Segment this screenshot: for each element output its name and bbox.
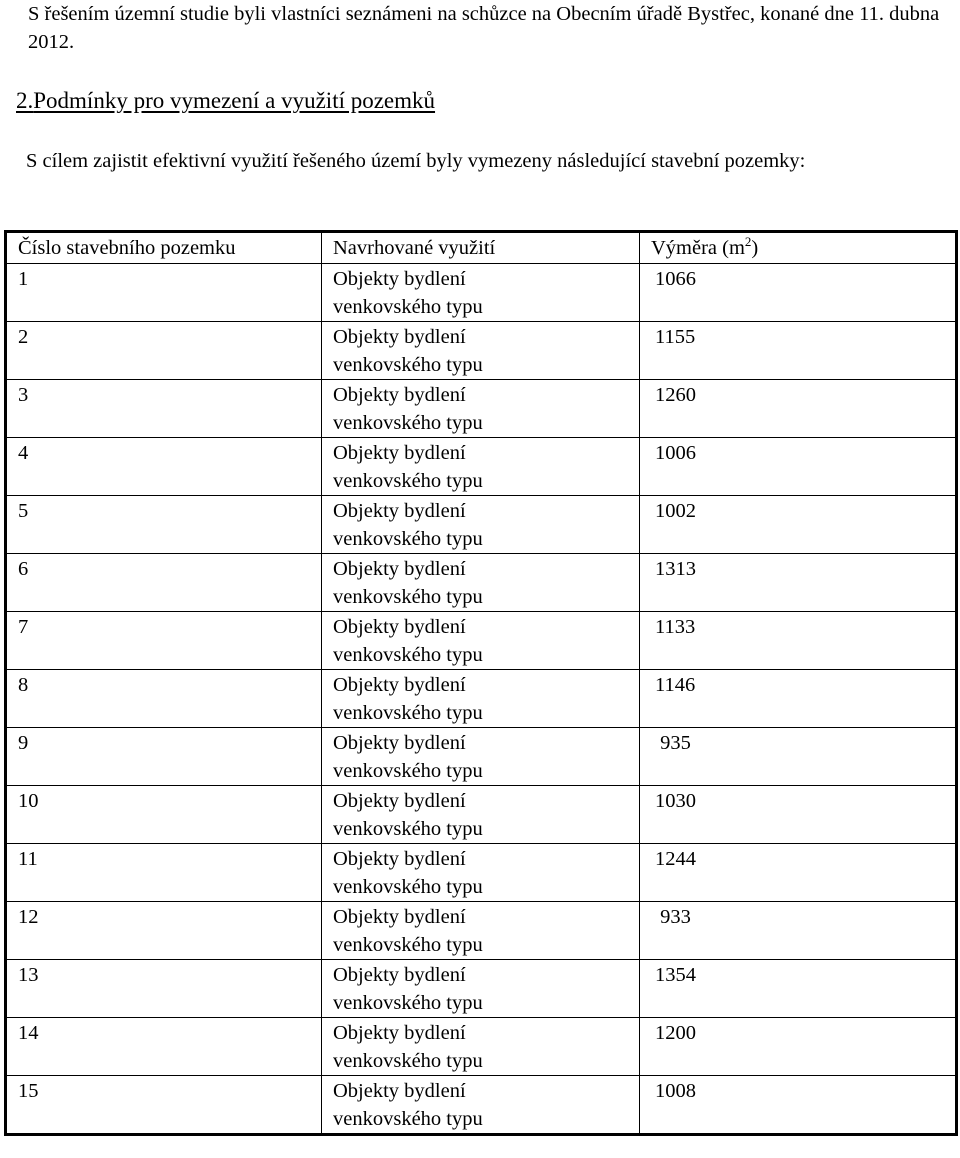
- proposed-use-cell: [322, 612, 640, 670]
- plot-number-cell: 2: [6, 322, 322, 380]
- proposed-use-line2: venkovského typu: [333, 528, 483, 550]
- table-header-row: [6, 232, 957, 264]
- goal-text: S cílem zajistit efektivní využití řešeného území byly vymezeny následující stavební pozemky:: [26, 150, 806, 172]
- plot-number-cell: 14: [6, 1018, 322, 1076]
- table-row: [6, 264, 957, 322]
- area-cell: 1313: [640, 554, 957, 612]
- proposed-use-line2: venkovského typu: [333, 1108, 483, 1130]
- proposed-use-cell: [322, 670, 640, 728]
- section-heading: [16, 86, 435, 116]
- table-row: [6, 902, 957, 960]
- plot-number-cell: 11: [6, 844, 322, 902]
- proposed-use-line1: Objekty bydlení: [333, 384, 466, 406]
- plot-number-cell: 10: [6, 786, 322, 844]
- table-row: [6, 1076, 957, 1135]
- proposed-use-line2: venkovského typu: [333, 296, 483, 318]
- area-cell: 1146: [640, 670, 957, 728]
- table-row: [6, 322, 957, 380]
- proposed-use-cell: [322, 438, 640, 496]
- table-row: [6, 1018, 957, 1076]
- header-proposed-use: Navrhované využití: [322, 232, 640, 264]
- plot-number-cell: 15: [6, 1076, 322, 1135]
- table-row: [6, 496, 957, 554]
- proposed-use-line1: Objekty bydlení: [333, 1022, 466, 1044]
- proposed-use-line2: venkovského typu: [333, 702, 483, 724]
- area-cell: 1200: [640, 1018, 957, 1076]
- table-row: [6, 612, 957, 670]
- proposed-use-line2: venkovského typu: [333, 934, 483, 956]
- area-cell: 1066: [640, 264, 957, 322]
- plot-number-cell: 5: [6, 496, 322, 554]
- area-cell: 1133: [640, 612, 957, 670]
- header-area: [640, 232, 957, 264]
- header-plot-number: Číslo stavebního pozemku: [6, 232, 322, 264]
- proposed-use-line2: venkovského typu: [333, 586, 483, 608]
- table-body: [6, 264, 957, 1135]
- header-area-sup: 2: [744, 234, 752, 250]
- proposed-use-line2: venkovského typu: [333, 1050, 483, 1072]
- area-cell: 1155: [640, 322, 957, 380]
- proposed-use-line1: Objekty bydlení: [333, 790, 466, 812]
- proposed-use-cell: [322, 380, 640, 438]
- section-number: 2.: [16, 88, 34, 113]
- proposed-use-line2: venkovského typu: [333, 876, 483, 898]
- proposed-use-line2: venkovského typu: [333, 354, 483, 376]
- proposed-use-line1: Objekty bydlení: [333, 268, 466, 290]
- plot-number-cell: 1: [6, 264, 322, 322]
- proposed-use-cell: [322, 728, 640, 786]
- plot-number-cell: 8: [6, 670, 322, 728]
- area-cell: 933: [640, 902, 957, 960]
- proposed-use-line1: Objekty bydlení: [333, 964, 466, 986]
- proposed-use-line1: Objekty bydlení: [333, 1080, 466, 1102]
- proposed-use-cell: [322, 844, 640, 902]
- proposed-use-line1: Objekty bydlení: [333, 906, 466, 928]
- table-row: [6, 844, 957, 902]
- area-cell: 1008: [640, 1076, 957, 1135]
- table-row: [6, 438, 957, 496]
- table-row: [6, 728, 957, 786]
- plot-number-cell: 13: [6, 960, 322, 1018]
- header-area-prefix: Výměra (m: [651, 237, 745, 259]
- table-row: [6, 786, 957, 844]
- proposed-use-line1: Objekty bydlení: [333, 442, 466, 464]
- proposed-use-line2: venkovského typu: [333, 818, 483, 840]
- plot-number-cell: 7: [6, 612, 322, 670]
- area-cell: 1002: [640, 496, 957, 554]
- table-row: [6, 960, 957, 1018]
- proposed-use-line2: venkovského typu: [333, 412, 483, 434]
- area-cell: 1030: [640, 786, 957, 844]
- plot-number-cell: 6: [6, 554, 322, 612]
- table-row: [6, 554, 957, 612]
- proposed-use-line1: Objekty bydlení: [333, 732, 466, 754]
- proposed-use-cell: [322, 786, 640, 844]
- proposed-use-line1: Objekty bydlení: [333, 848, 466, 870]
- intro-paragraph: S řešením územní studie byli vlastníci seznámeni na schůzce na Obecním úřadě Bystřec, konané dne 11. dubna 2012.: [28, 3, 940, 53]
- proposed-use-line1: Objekty bydlení: [333, 616, 466, 638]
- proposed-use-line2: venkovského typu: [333, 992, 483, 1014]
- plot-number-cell: 12: [6, 902, 322, 960]
- plot-number-cell: 9: [6, 728, 322, 786]
- plot-number-cell: 4: [6, 438, 322, 496]
- proposed-use-cell: [322, 960, 640, 1018]
- proposed-use-cell: [322, 322, 640, 380]
- proposed-use-cell: [322, 496, 640, 554]
- area-cell: 935: [640, 728, 957, 786]
- proposed-use-cell: [322, 1076, 640, 1135]
- area-cell: 1354: [640, 960, 957, 1018]
- goal-paragraph: [18, 147, 943, 175]
- proposed-use-line1: Objekty bydlení: [333, 500, 466, 522]
- area-cell: 1260: [640, 380, 957, 438]
- proposed-use-cell: [322, 1018, 640, 1076]
- proposed-use-line2: venkovského typu: [333, 760, 483, 782]
- proposed-use-cell: [322, 264, 640, 322]
- proposed-use-line1: Objekty bydlení: [333, 326, 466, 348]
- proposed-use-line1: Objekty bydlení: [333, 674, 466, 696]
- proposed-use-cell: [322, 902, 640, 960]
- proposed-use-line2: venkovského typu: [333, 644, 483, 666]
- area-cell: 1244: [640, 844, 957, 902]
- proposed-use-line2: venkovského typu: [333, 470, 483, 492]
- building-plots-table: [4, 230, 958, 1136]
- header-area-suffix: ): [751, 237, 759, 259]
- area-cell: 1006: [640, 438, 957, 496]
- proposed-use-line1: Objekty bydlení: [333, 558, 466, 580]
- plot-number-cell: 3: [6, 380, 322, 438]
- section-title: Podmínky pro vymezení a využití pozemků: [33, 88, 436, 113]
- table-row: [6, 670, 957, 728]
- proposed-use-cell: [322, 554, 640, 612]
- table-row: [6, 380, 957, 438]
